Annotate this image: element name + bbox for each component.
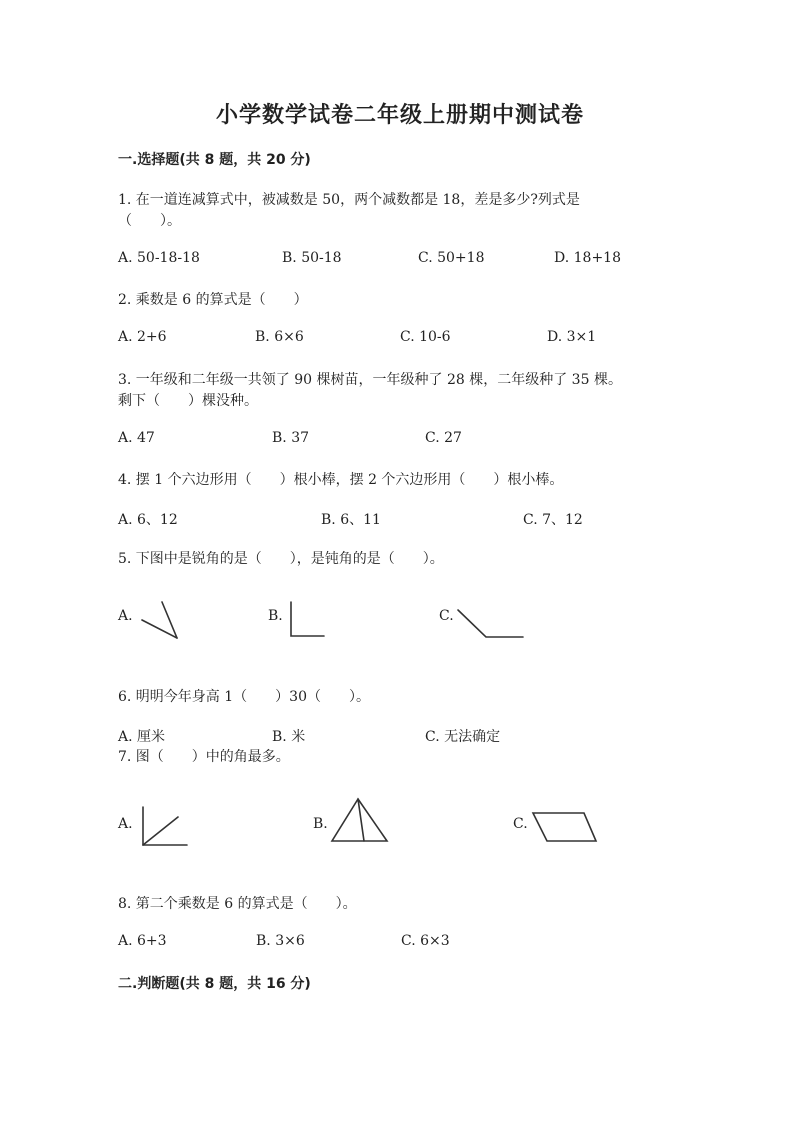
question-7-option-c: C. [513,816,528,832]
question-5-option-a: A. [118,608,133,624]
question-2-option-c: C. 10-6 [400,329,451,345]
question-2-option-b: B. 6×6 [255,329,304,345]
question-8-option-b: B. 3×6 [256,933,305,949]
acute-angle-figure [136,600,186,642]
question-1-option-a: A. 50-18-18 [118,250,200,266]
question-4-option-b: B. 6、11 [321,512,381,528]
question-7-option-b: B. [313,816,328,832]
parallelogram-figure [530,810,602,846]
question-4-stem: 4. 摆 1 个六边形用（ ）根小棒，摆 2 个六边形用（ ）根小棒。 [118,472,564,488]
question-6-option-a: A. 厘米 [118,729,166,745]
question-8-option-a: A. 6+3 [118,933,167,949]
question-1-option-c: C. 50+18 [418,250,485,266]
question-1-stem: 1. 在一道连减算式中，被减数是 50，两个减数都是 18，差是多少?列式是 [118,192,580,208]
question-5-option-c: C. [439,608,454,624]
question-6-option-b: B. 米 [272,729,306,745]
question-1-option-d: D. 18+18 [554,250,621,266]
question-3-option-b: B. 37 [272,430,310,446]
question-2-option-d: D. 3×1 [547,329,597,345]
question-1-stem-cont: （ ）。 [118,213,181,229]
question-8-stem: 8. 第二个乘数是 6 的算式是（ ）。 [118,896,357,912]
question-7-option-a: A. [118,816,133,832]
section-heading-true-false: 二.判断题(共 8 题，共 16 分) [118,976,311,992]
right-angle-figure [286,600,328,640]
two-ray-angle-figure [138,805,192,849]
question-8-option-c: C. 6×3 [401,933,450,949]
page-title: 小学数学试卷二年级上册期中测试卷 [215,102,584,128]
obtuse-angle-figure [452,606,528,642]
question-4-option-c: C. 7、12 [523,512,583,528]
question-3-stem-cont: 剩下（ ）棵没种。 [118,393,258,409]
question-3-option-c: C. 27 [425,430,462,446]
triangle-with-line-figure [328,796,392,846]
question-6-stem: 6. 明明今年身高 1（ ）30（ ）。 [118,689,370,705]
question-6-option-c: C. 无法确定 [425,729,501,745]
question-4-option-a: A. 6、12 [118,512,178,528]
question-2-stem: 2. 乘数是 6 的算式是（ ） [118,292,308,308]
section-heading-choice: 一.选择题(共 8 题，共 20 分) [118,152,311,168]
question-2-option-a: A. 2+6 [118,329,167,345]
question-3-option-a: A. 47 [118,430,155,446]
question-7-stem: 7. 图（ ）中的角最多。 [118,749,290,765]
question-1-option-b: B. 50-18 [282,250,342,266]
question-3-stem: 3. 一年级和二年级一共领了 90 棵树苗，一年级种了 28 棵，二年级种了 35 棵。 [118,372,622,388]
question-5-option-b: B. [268,608,283,624]
question-5-stem: 5. 下图中是锐角的是（ ），是钝角的是（ ）。 [118,551,444,567]
